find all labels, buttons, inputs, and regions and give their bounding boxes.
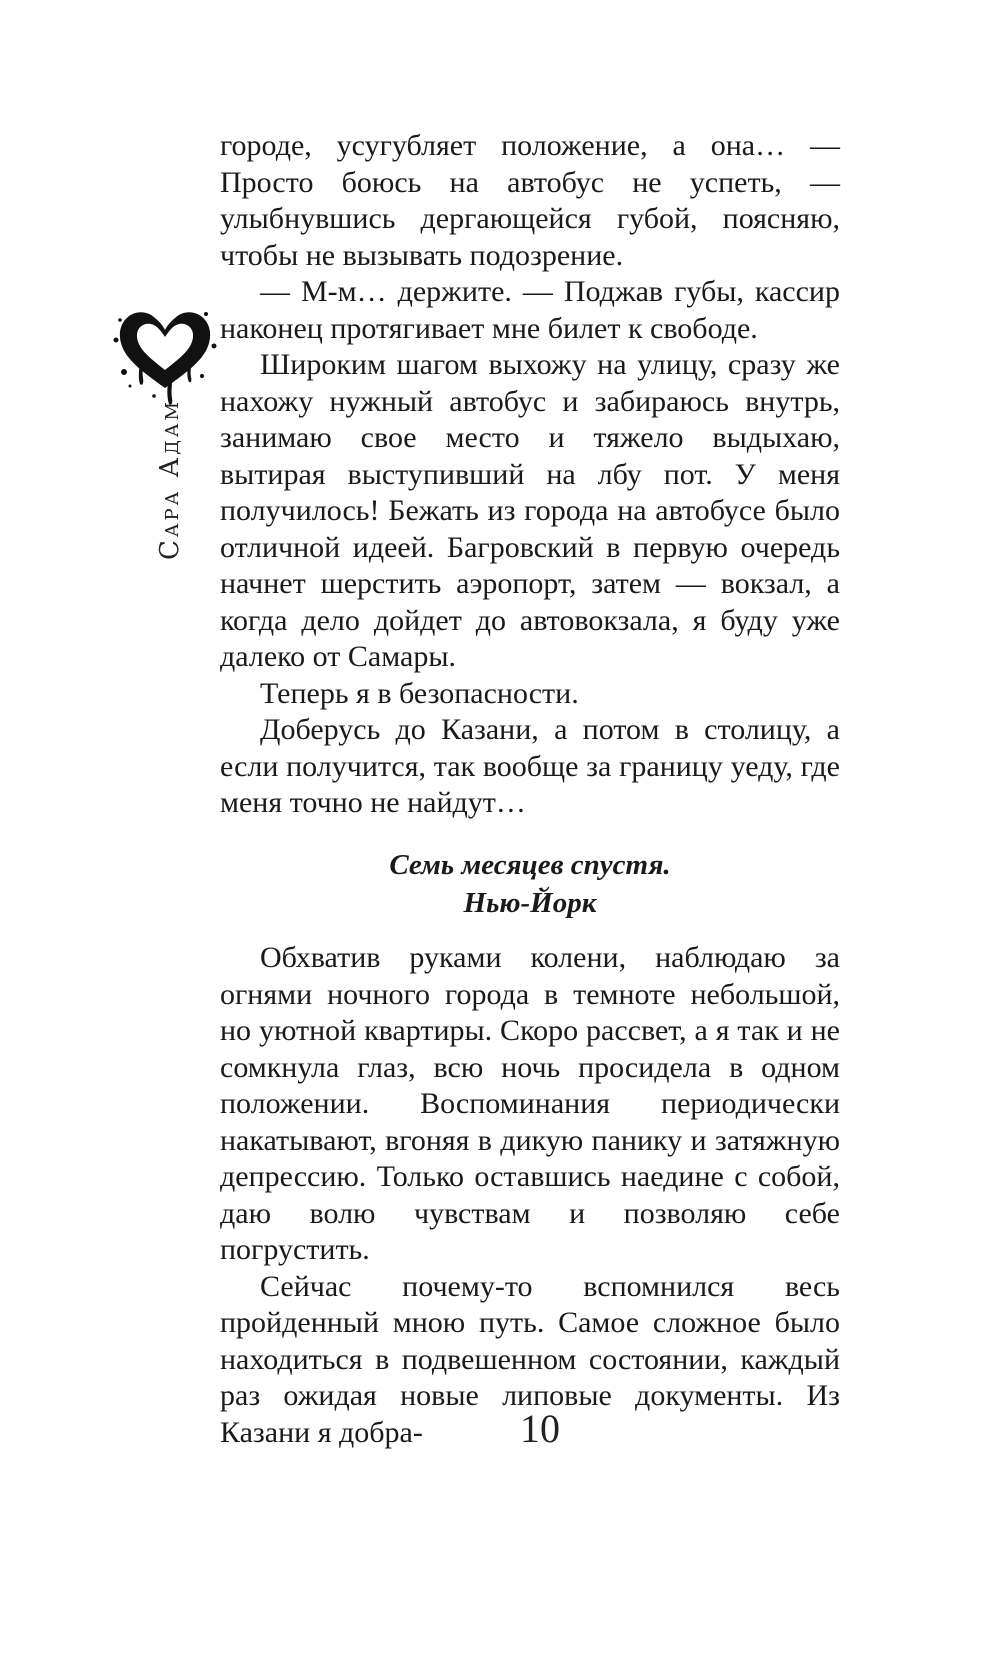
dripping-heart-icon xyxy=(110,300,220,410)
author-name: Сара Адам xyxy=(155,399,185,560)
paragraph: — М-м… держите. — Поджав губы, кассир наконец протягивает мне билет к свободе. xyxy=(220,275,840,345)
body-text-bottom xyxy=(220,940,840,1451)
page-number: 10 xyxy=(520,1406,560,1451)
paragraph: Обхватив руками колени, наблюдаю за огнями ночного города в темноте небольшой, но уютной квартиры. Скоро рассвет, а я так и не сомкнула глаз, всю ночь просидела в одном положении. Воспоминания периодически накатывают, вгоняя в дикую панику и затяжную депрессию. Только оставшись наедине с собой, даю волю чувствам и позволяю себе погрустить. xyxy=(220,941,840,1266)
section-heading-line: Семь месяцев спустя. xyxy=(389,849,671,881)
paragraph: Сейчас почему-то вспомнился весь пройденный мною путь. Самое сложное было находиться в подвешенном состоянии, каждый раз ожидая новые липовые документы. Из Казани я добра- xyxy=(220,1269,840,1449)
paragraph: Широким шагом выхожу на улицу, сразу же нахожу нужный автобус и забираюсь внутрь, занимаю свое место и тяжело выдыхаю, вытирая выступивший на лбу пот. У меня получилось! Бежать из города на автобусе было отличной идеей. Багровский в первую очередь начнет шерстить аэропорт, затем — вокзал, а когда дело дойдет до автовокзала, я буду уже далеко от Самары. xyxy=(220,348,840,673)
section-heading xyxy=(220,846,840,922)
paragraph: Теперь я в безопасности. xyxy=(260,676,579,710)
body-text-top xyxy=(220,128,840,822)
paragraph: городе, усугубляет положение, а она… — Просто боюсь на автобус не успеть, — улыбнувшись дергающейся губой, поясняю, чтобы не вызывать подозрение. xyxy=(220,129,840,272)
paragraph: Доберусь до Казани, а потом в столицу, а если получится, так вообще за границу уеду, где меня точно не найдут… xyxy=(220,713,840,819)
section-heading-line: Нью-Йорк xyxy=(463,887,597,919)
